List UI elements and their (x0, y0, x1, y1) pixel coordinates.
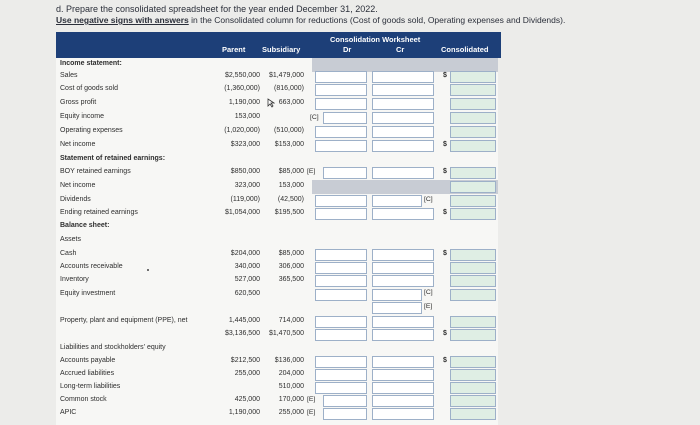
sub-value: 204,000 (278, 370, 304, 377)
parent-value: (119,000) (230, 196, 260, 203)
row-label: Cash (60, 250, 77, 257)
dr-input[interactable] (315, 126, 367, 138)
col-subsidiary: Subsidiary (262, 45, 301, 54)
row-label: Net income (60, 141, 96, 148)
elim-tag: [C] (424, 196, 433, 203)
dr-input[interactable] (315, 98, 367, 110)
section-retained: Statement of retained earnings: (60, 155, 166, 162)
parent-value: $204,000 (230, 250, 260, 257)
consolidated-input[interactable] (450, 71, 496, 83)
cr-input[interactable] (372, 208, 434, 220)
cr-input[interactable] (372, 329, 434, 341)
elim-tag: [C] (310, 114, 319, 121)
row-label: Equity income (60, 113, 104, 120)
parent-value: $1,054,000 (224, 209, 260, 216)
row-label: Ending retained earnings (60, 209, 138, 216)
dr-input[interactable] (323, 395, 367, 407)
consolidated-input[interactable] (450, 140, 496, 152)
parent-total: $3,136,500 (224, 330, 260, 337)
dollar-sign: $ (443, 141, 447, 148)
consolidated-input[interactable] (450, 262, 496, 274)
parent-value: 425,000 (234, 396, 260, 403)
row-label: Accrued liabilities (60, 370, 115, 377)
consolidated-input[interactable] (450, 84, 496, 96)
dr-input[interactable] (315, 275, 367, 287)
sub-value: 255,000 (278, 409, 304, 416)
parent-value: 527,000 (234, 276, 260, 283)
sub-value: $85,000 (278, 168, 304, 175)
sub-value: (816,000) (274, 85, 304, 92)
consolidated-input[interactable] (450, 275, 496, 287)
row-label: Common stock (60, 396, 107, 403)
cr-input[interactable] (372, 249, 434, 261)
cr-input[interactable] (372, 275, 434, 287)
sub-total: $1,470,500 (268, 330, 304, 337)
dr-input[interactable] (323, 167, 367, 179)
sub-value: $1,479,000 (268, 72, 304, 79)
consolidated-input[interactable] (450, 395, 496, 407)
elim-tag: [C] (424, 289, 433, 296)
consolidated-input[interactable] (450, 208, 496, 220)
gray-band (312, 58, 498, 72)
parent-value: $850,000 (230, 168, 260, 175)
consolidated-input[interactable] (450, 112, 496, 124)
cr-input[interactable] (372, 84, 434, 96)
dr-input[interactable] (323, 112, 367, 124)
sub-value: 714,000 (278, 317, 304, 324)
cr-input[interactable] (372, 302, 422, 314)
row-label: Accounts receivable (60, 263, 123, 270)
cr-input[interactable] (372, 167, 434, 179)
col-consolidated: Consolidated (441, 45, 489, 54)
sub-value: (510,000) (274, 127, 304, 134)
sub-value: $195,500 (274, 209, 304, 216)
parent-value: 1,445,000 (228, 317, 260, 324)
dr-input[interactable] (315, 356, 367, 368)
cr-input[interactable] (372, 395, 434, 407)
cr-input[interactable] (372, 382, 434, 394)
cr-input[interactable] (372, 126, 434, 138)
parent-value: 1,190,000 (228, 409, 260, 416)
consolidated-input[interactable] (450, 329, 496, 341)
dollar-sign: $ (443, 357, 447, 364)
consolidated-input[interactable] (450, 369, 496, 381)
row-label-liabilities: Liabilities and stockholders' equity (60, 344, 166, 351)
row-label: Long-term liabilities (60, 383, 121, 390)
mouse-cursor-icon (267, 98, 275, 108)
row-label: Net income (60, 182, 96, 189)
dr-input[interactable] (315, 289, 367, 301)
sub-value: (42,500) (277, 196, 304, 203)
dr-input[interactable] (315, 249, 367, 261)
dr-input[interactable] (315, 84, 367, 96)
cr-input[interactable] (372, 112, 434, 124)
parent-value: 255,000 (234, 370, 260, 377)
consolidated-input[interactable] (450, 249, 496, 261)
row-label: Dividends (60, 196, 91, 203)
parent-value: 153,000 (234, 113, 260, 120)
sub-value: 306,000 (278, 263, 304, 270)
parent-value: 620,500 (234, 290, 260, 297)
sub-value: 153,000 (278, 182, 304, 189)
dollar-sign: $ (443, 330, 447, 337)
col-parent: Parent (222, 45, 246, 54)
consolidated-input[interactable] (450, 356, 496, 368)
section-income: Income statement: (60, 60, 122, 67)
instruction-emphasis: Use negative signs with answers (56, 15, 189, 25)
cr-input[interactable] (372, 356, 434, 368)
dr-input[interactable] (315, 382, 367, 394)
col-dr: Dr (343, 45, 352, 54)
dr-input[interactable] (315, 329, 367, 341)
dr-input[interactable] (315, 140, 367, 152)
dr-input[interactable] (315, 369, 367, 381)
row-label: Accounts payable (60, 357, 116, 364)
sub-value: 663,000 (278, 99, 304, 106)
elim-tag: [E] (424, 303, 433, 310)
row-label-assets: Assets (60, 236, 82, 243)
dr-input[interactable] (315, 262, 367, 274)
row-label: BOY retained earnings (60, 168, 131, 175)
cr-input[interactable] (372, 195, 422, 207)
cr-input[interactable] (372, 140, 434, 152)
row-label: Gross profit (60, 99, 97, 106)
parent-value: 323,000 (234, 182, 260, 189)
elim-tag: [E] (307, 168, 316, 175)
cr-input[interactable] (372, 408, 434, 420)
consolidated-input[interactable] (450, 195, 496, 207)
dr-input[interactable] (323, 408, 367, 420)
cr-input[interactable] (372, 98, 434, 110)
stray-dot (147, 269, 149, 271)
parent-value: (1,360,000) (224, 85, 260, 92)
row-label: Operating expenses (60, 127, 123, 134)
dr-input[interactable] (315, 71, 367, 83)
cr-input[interactable] (372, 71, 434, 83)
elim-tag: [E] (307, 396, 316, 403)
consolidated-input[interactable] (450, 98, 496, 110)
dr-input[interactable] (315, 316, 367, 328)
consolidated-input[interactable] (450, 316, 496, 328)
col-cr: Cr (396, 45, 405, 54)
row-label: Sales (60, 72, 78, 79)
parent-value: $212,500 (230, 357, 260, 364)
dollar-sign: $ (443, 250, 447, 257)
sub-value: 510,000 (278, 383, 304, 390)
cr-input[interactable] (372, 262, 434, 274)
consolidated-input[interactable] (450, 408, 496, 420)
row-label: Cost of goods sold (60, 85, 118, 92)
consolidated-input[interactable] (450, 181, 496, 193)
row-label: Property, plant and equipment (PPE), net (60, 317, 188, 324)
row-label: Equity investment (60, 290, 116, 297)
elim-tag: [E] (307, 409, 316, 416)
sub-value: $136,000 (274, 357, 304, 364)
dr-input[interactable] (315, 195, 367, 207)
parent-value: 1,190,000 (228, 99, 260, 106)
parent-value: $2,550,000 (224, 72, 260, 79)
consolidated-input[interactable] (450, 382, 496, 394)
instruction-line-2 (56, 15, 565, 25)
dollar-sign: $ (443, 72, 447, 79)
cr-input[interactable] (372, 289, 422, 301)
row-label: APIC (60, 409, 77, 416)
section-balance: Balance sheet: (60, 222, 110, 229)
cr-input[interactable] (372, 369, 434, 381)
instruction-rest: in the Consolidated column for reductions (Cost of goods sold, Operating expenses and Dividends). (188, 15, 566, 25)
instruction-line-1: d. Prepare the consolidated spreadsheet for the year ended December 31, 2022. (56, 4, 378, 14)
sub-value: $153,000 (274, 141, 304, 148)
parent-value: $323,000 (230, 141, 260, 148)
sub-value: 365,500 (278, 276, 304, 283)
cr-input[interactable] (372, 316, 434, 328)
parent-value: (1,020,000) (224, 127, 260, 134)
consolidated-input[interactable] (450, 167, 496, 179)
dr-input[interactable] (315, 208, 367, 220)
sub-value: 170,000 (278, 396, 304, 403)
dollar-sign: $ (443, 168, 447, 175)
row-label: Inventory (60, 276, 89, 283)
col-worksheet: Consolidation Worksheet (330, 35, 421, 44)
consolidated-input[interactable] (450, 126, 496, 138)
parent-value: 340,000 (234, 263, 260, 270)
sub-value: $85,000 (278, 250, 304, 257)
consolidated-input[interactable] (450, 289, 496, 301)
dollar-sign: $ (443, 209, 447, 216)
